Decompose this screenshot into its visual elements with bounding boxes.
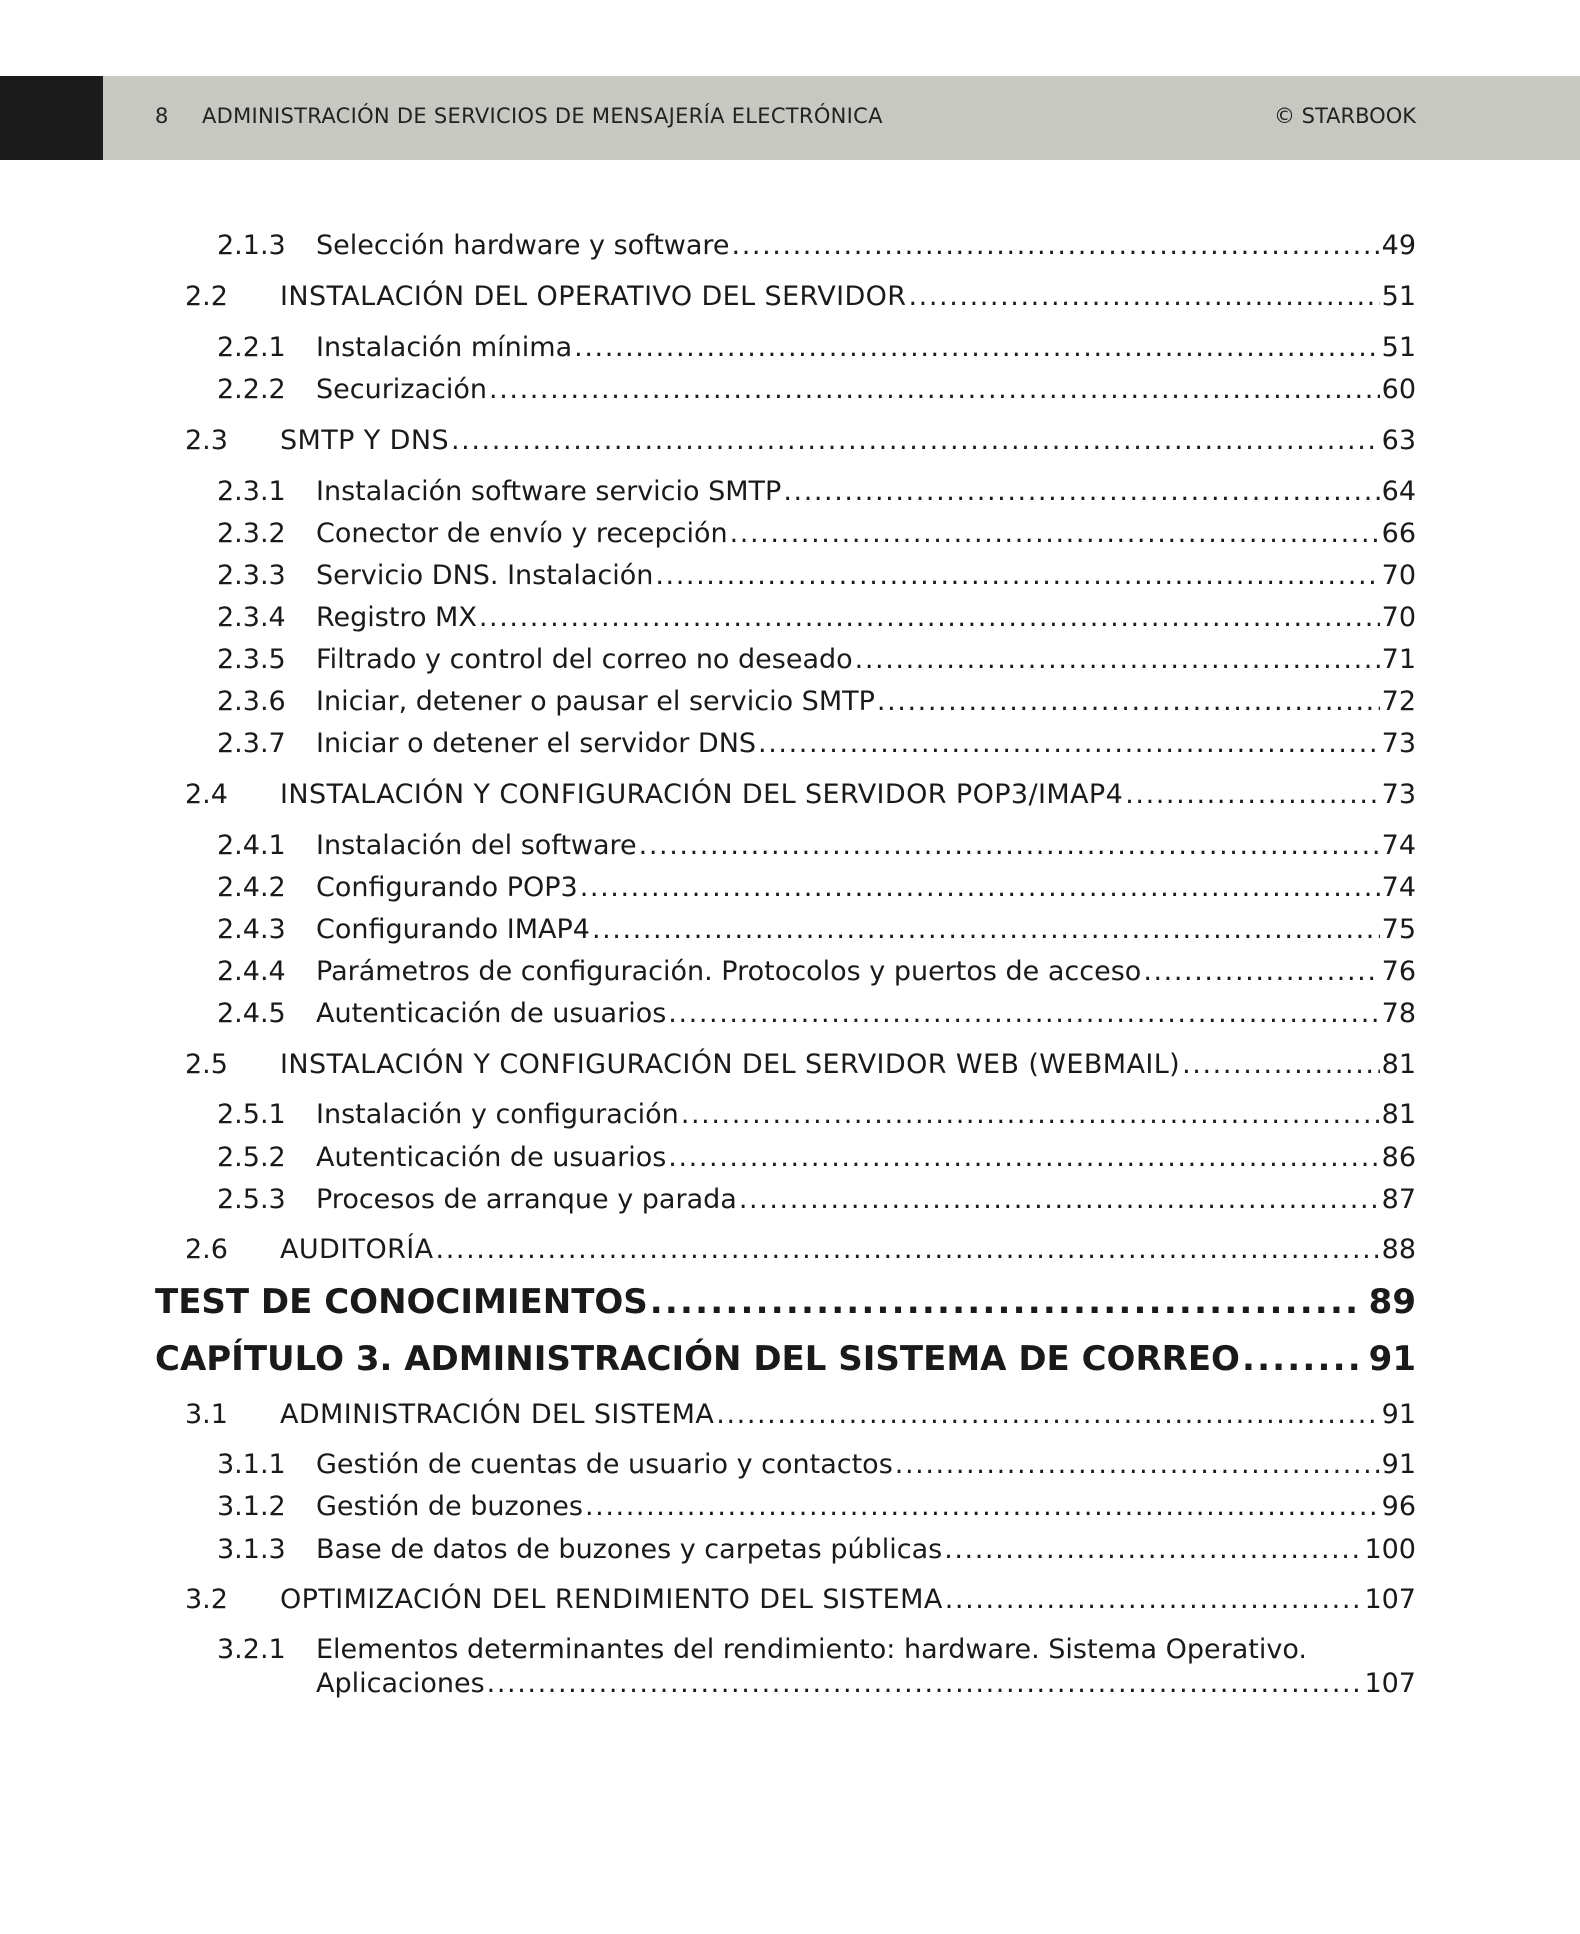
toc-entry-number: 2.4.4 <box>217 956 286 987</box>
toc-entry-page: 60 <box>1381 374 1416 405</box>
toc-entry <box>217 642 1416 678</box>
toc-entry-continuation <box>316 1666 1416 1702</box>
header-book-title: ADMINISTRACIÓN DE SERVICIOS DE MENSAJERÍA ELECTRÓNICA <box>202 104 883 128</box>
toc-entry-number: 2.5.2 <box>217 1142 286 1173</box>
header-page-number: 8 <box>155 104 169 128</box>
toc-entry-number: 2.4 <box>185 779 228 810</box>
toc-dot-leader <box>681 1097 1380 1133</box>
toc-dot-leader <box>1125 777 1379 813</box>
toc-entry-label: Instalación software servicio SMTP <box>316 476 782 507</box>
toc-entry-label: INSTALACIÓN Y CONFIGURACIÓN DEL SERVIDOR WEB (WEBMAIL) <box>280 1049 1181 1080</box>
toc-dot-leader <box>655 558 1379 594</box>
toc-entry <box>217 330 1416 366</box>
toc-entry <box>185 423 1416 459</box>
toc-entry-page: 73 <box>1381 779 1416 810</box>
toc-entry-number: 2.4.2 <box>217 872 286 903</box>
toc-entry-label: Gestión de buzones <box>316 1491 583 1522</box>
toc-entry <box>217 372 1416 408</box>
toc-entry-label: Filtrado y control del correo no deseado <box>316 644 853 675</box>
toc-entry-page: 89 <box>1368 1282 1416 1322</box>
toc-dot-leader <box>639 828 1380 864</box>
toc-entry-label: OPTIMIZACIÓN DEL RENDIMIENTO DEL SISTEMA <box>280 1584 943 1615</box>
toc-entry <box>217 516 1416 552</box>
toc-entry <box>217 1447 1416 1483</box>
toc-dot-leader <box>1143 954 1379 990</box>
toc-entry <box>185 1232 1416 1268</box>
toc-entry-page: 88 <box>1381 1234 1416 1265</box>
toc-entry-number: 2.5.3 <box>217 1184 286 1215</box>
toc-entry-number: 2.4.1 <box>217 830 286 861</box>
toc-entry <box>217 1097 1416 1133</box>
toc-entry <box>185 777 1416 813</box>
toc-entry-label: AUDITORÍA <box>280 1234 434 1265</box>
toc-dot-leader <box>732 228 1380 264</box>
toc-entry-number: 2.3.2 <box>217 518 286 549</box>
toc-entry <box>217 726 1416 762</box>
toc-entry-label: Autenticación de usuarios <box>316 1142 667 1173</box>
toc-entry-label: Instalación del software <box>316 830 637 861</box>
toc-dot-leader <box>908 279 1379 315</box>
toc-dot-leader <box>1242 1337 1361 1381</box>
toc-entry-label: ADMINISTRACIÓN DEL SISTEMA <box>280 1399 715 1430</box>
toc-entry-label: Selección hardware y software <box>316 230 730 261</box>
toc-entry-page: 86 <box>1381 1142 1416 1173</box>
toc-entry-page: 91 <box>1381 1449 1416 1480</box>
toc-entry-label: Elementos determinantes del rendimiento: hardware. Sistema Operativo. <box>316 1634 1307 1665</box>
toc-dot-leader <box>944 1532 1362 1568</box>
toc-dot-leader <box>650 1280 1361 1324</box>
header-black-tab <box>0 76 103 160</box>
toc-entry-number: 3.1.3 <box>217 1534 286 1565</box>
toc-dot-leader <box>580 870 1380 906</box>
toc-entry-page: 72 <box>1381 686 1416 717</box>
toc-entry-page: 91 <box>1368 1339 1416 1379</box>
toc-entry-page: 71 <box>1381 644 1416 675</box>
toc-entry-number: 2.2.2 <box>217 374 286 405</box>
toc-entry-page: 87 <box>1381 1184 1416 1215</box>
toc-dot-leader <box>487 1666 1363 1702</box>
toc-dot-leader <box>489 372 1380 408</box>
toc-entry-number: 3.2.1 <box>217 1634 286 1665</box>
toc-entry-first-line <box>217 1632 1307 1668</box>
toc-chapter-entry <box>155 1337 1416 1381</box>
toc-entry-number: 2.3 <box>185 425 228 456</box>
toc-entry-number: 2.3.4 <box>217 602 286 633</box>
toc-entry <box>217 684 1416 720</box>
toc-entry-label: Parámetros de configuración. Protocolos y puertos de acceso <box>316 956 1142 987</box>
toc-entry-page: 75 <box>1381 914 1416 945</box>
toc-entry-number: 2.1.3 <box>217 230 286 261</box>
toc-entry-label: Servicio DNS. Instalación <box>316 560 654 591</box>
toc-entry-label: INSTALACIÓN DEL OPERATIVO DEL SERVIDOR <box>280 281 907 312</box>
toc-dot-leader <box>479 600 1380 636</box>
toc-dot-leader <box>783 474 1379 510</box>
toc-entry <box>185 1047 1416 1083</box>
toc-dot-leader <box>451 423 1380 459</box>
toc-dot-leader <box>739 1182 1380 1218</box>
toc-entry-number: 2.3.7 <box>217 728 286 759</box>
toc-entry-page: 51 <box>1381 281 1416 312</box>
toc-entry <box>217 228 1416 264</box>
toc-entry-number: 2.4.5 <box>217 998 286 1029</box>
toc-dot-leader <box>877 684 1380 720</box>
toc-entry <box>217 1489 1416 1525</box>
toc-entry-number: 2.3.1 <box>217 476 286 507</box>
toc-entry-page: 78 <box>1381 998 1416 1029</box>
toc-entry-label: INSTALACIÓN Y CONFIGURACIÓN DEL SERVIDOR POP3/IMAP4 <box>280 779 1124 810</box>
toc-entry-number: 2.6 <box>185 1234 228 1265</box>
toc-entry-label: Instalación y configuración <box>316 1099 679 1130</box>
toc-dot-leader <box>758 726 1380 762</box>
toc-entry-number: 3.1.2 <box>217 1491 286 1522</box>
toc-dot-leader <box>895 1447 1380 1483</box>
toc-entry-page: 100 <box>1364 1534 1416 1565</box>
toc-chapter-entry <box>155 1280 1416 1324</box>
toc-entry <box>217 600 1416 636</box>
toc-entry-page: 70 <box>1381 560 1416 591</box>
toc-dot-leader <box>668 996 1379 1032</box>
toc-entry-number: 2.3.5 <box>217 644 286 675</box>
toc-entry-page: 96 <box>1381 1491 1416 1522</box>
header-publisher: © STARBOOK <box>1273 104 1416 128</box>
toc-entry-page: 107 <box>1364 1668 1416 1699</box>
toc-entry-label: Procesos de arranque y parada <box>316 1184 737 1215</box>
toc-entry-page: 73 <box>1381 728 1416 759</box>
toc-entry-number: 2.3.6 <box>217 686 286 717</box>
toc-entry-number: 2.5.1 <box>217 1099 286 1130</box>
toc-entry-label: Configurando POP3 <box>316 872 578 903</box>
toc-entry-page: 64 <box>1381 476 1416 507</box>
toc-dot-leader <box>668 1140 1379 1176</box>
toc-entry-label: Securización <box>316 374 488 405</box>
toc-entry-page: 70 <box>1381 602 1416 633</box>
toc-entry-label: Registro MX <box>316 602 477 633</box>
toc-entry <box>185 1397 1416 1433</box>
toc-entry-page: 49 <box>1381 230 1416 261</box>
toc-entry <box>217 558 1416 594</box>
toc-entry-label: Configurando IMAP4 <box>316 914 590 945</box>
toc-entry-page: 51 <box>1381 332 1416 363</box>
toc-entry-page: 74 <box>1381 830 1416 861</box>
toc-dot-leader <box>436 1232 1380 1268</box>
toc-entry-label: Base de datos de buzones y carpetas públicas <box>316 1534 943 1565</box>
toc-entry-page: 63 <box>1381 425 1416 456</box>
toc-entry <box>185 1582 1416 1618</box>
toc-entry-label: CAPÍTULO 3. ADMINISTRACIÓN DEL SISTEMA DE CORREO <box>155 1339 1240 1379</box>
toc-entry-label: SMTP Y DNS <box>280 425 449 456</box>
toc-entry-number: 2.4.3 <box>217 914 286 945</box>
toc-entry-page: 66 <box>1381 518 1416 549</box>
toc-entry <box>217 474 1416 510</box>
toc-dot-leader <box>730 516 1380 552</box>
toc-entry-number: 2.5 <box>185 1049 228 1080</box>
toc-entry-number: 2.2.1 <box>217 332 286 363</box>
toc-entry-label: Autenticación de usuarios <box>316 998 667 1029</box>
toc-entry <box>217 1140 1416 1176</box>
toc-entry-number: 3.2 <box>185 1584 228 1615</box>
toc-dot-leader <box>574 330 1379 366</box>
toc-dot-leader <box>855 642 1380 678</box>
toc-entry <box>217 828 1416 864</box>
toc-dot-leader <box>592 912 1380 948</box>
toc-entry-label: Gestión de cuentas de usuario y contactos <box>316 1449 893 1480</box>
toc-entry-number: 2.2 <box>185 281 228 312</box>
toc-entry <box>217 870 1416 906</box>
toc-dot-leader <box>945 1582 1363 1618</box>
toc-dot-leader <box>716 1397 1379 1433</box>
toc-entry-page: 76 <box>1381 956 1416 987</box>
toc-entry-page: 107 <box>1364 1584 1416 1615</box>
toc-entry-number: 3.1 <box>185 1399 228 1430</box>
toc-entry-number: 2.3.3 <box>217 560 286 591</box>
toc-entry <box>217 912 1416 948</box>
toc-entry-label: Iniciar, detener o pausar el servicio SMTP <box>316 686 875 717</box>
toc-entry-label: TEST DE CONOCIMIENTOS <box>155 1282 648 1322</box>
toc-entry-page: 81 <box>1381 1049 1416 1080</box>
toc-entry-label: Conector de envío y recepción <box>316 518 728 549</box>
toc-entry-page: 81 <box>1381 1099 1416 1130</box>
toc-entry-label: Instalación mínima <box>316 332 573 363</box>
toc-entry <box>185 279 1416 315</box>
toc-entry <box>217 1182 1416 1218</box>
toc-entry <box>217 954 1416 990</box>
toc-entry-page: 74 <box>1381 872 1416 903</box>
toc-entry-label-continued: Aplicaciones <box>316 1668 485 1699</box>
toc-entry-number: 3.1.1 <box>217 1449 286 1480</box>
toc-entry <box>217 996 1416 1032</box>
toc-entry <box>217 1532 1416 1568</box>
toc-dot-leader <box>585 1489 1380 1525</box>
toc-entry-label: Iniciar o detener el servidor DNS <box>316 728 757 759</box>
toc-entry-page: 91 <box>1381 1399 1416 1430</box>
toc-dot-leader <box>1182 1047 1380 1083</box>
